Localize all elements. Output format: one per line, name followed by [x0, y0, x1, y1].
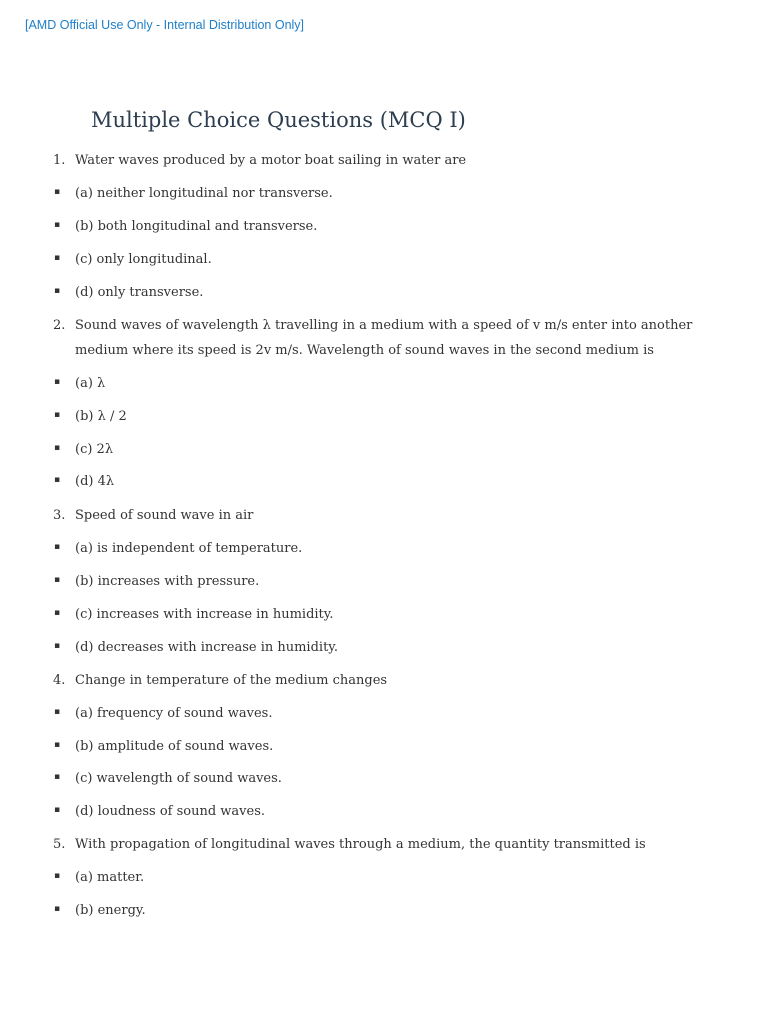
bullet-icon: ▪	[54, 443, 61, 453]
bullet-icon: ▪	[54, 740, 61, 750]
option-item: (a) is independent of temperature.	[75, 541, 303, 556]
option-item: (a) neither longitudinal nor transverse.	[75, 186, 333, 201]
option-item: (b) λ / 2	[75, 409, 127, 424]
option-item: (d) only transverse.	[75, 285, 204, 300]
bullet-icon: ▪	[54, 641, 61, 651]
option-item: (c) only longitudinal.	[75, 252, 212, 267]
option-item: (a) matter.	[75, 870, 145, 885]
option-item: (b) amplitude of sound waves.	[75, 739, 274, 754]
bullet-icon: ▪	[54, 871, 61, 881]
option-item: (b) both longitudinal and transverse.	[75, 219, 318, 234]
question-number: 4.	[53, 673, 66, 688]
option-item: (c) increases with increase in humidity.	[75, 607, 334, 622]
bullet-icon: ▪	[54, 542, 61, 552]
option-item: (a) λ	[75, 376, 106, 391]
bullet-icon: ▪	[54, 608, 61, 618]
option-item: (c) wavelength of sound waves.	[75, 771, 282, 786]
bullet-icon: ▪	[54, 904, 61, 914]
bullet-icon: ▪	[54, 772, 61, 782]
option-item: (d) decreases with increase in humidity.	[75, 640, 339, 655]
classification-label: [AMD Official Use Only - Internal Distribution Only]	[25, 18, 305, 32]
option-item: (d) 4λ	[75, 474, 115, 489]
question-number: 5.	[53, 837, 66, 852]
bullet-icon: ▪	[54, 220, 61, 230]
option-item: (a) frequency of sound waves.	[75, 706, 273, 721]
bullet-icon: ▪	[54, 377, 61, 387]
question-text: Sound waves of wavelength λ travelling in a medium with a speed of v m/s enter into another	[75, 318, 693, 333]
bullet-icon: ▪	[54, 475, 61, 485]
bullet-icon: ▪	[54, 187, 61, 197]
question-text: Change in temperature of the medium changes	[75, 673, 388, 688]
option-item: (b) energy.	[75, 903, 146, 918]
option-item: (d) loudness of sound waves.	[75, 804, 266, 819]
bullet-icon: ▪	[54, 575, 61, 585]
bullet-icon: ▪	[54, 707, 61, 717]
bullet-icon: ▪	[54, 805, 61, 815]
question-number: 2.	[53, 318, 66, 333]
question-number: 3.	[53, 508, 66, 523]
page-title: Multiple Choice Questions (MCQ I)	[91, 108, 466, 132]
option-item: (c) 2λ	[75, 442, 114, 457]
option-item: (b) increases with pressure.	[75, 574, 260, 589]
bullet-icon: ▪	[54, 253, 61, 263]
bullet-icon: ▪	[54, 286, 61, 296]
question-text: Water waves produced by a motor boat sailing in water are	[75, 153, 467, 168]
question-text-continued: medium where its speed is 2v m/s. Wavelength of sound waves in the second medium is	[75, 343, 654, 358]
question-number: 1.	[53, 153, 66, 168]
question-text: With propagation of longitudinal waves through a medium, the quantity transmitted is	[75, 837, 646, 852]
question-text: Speed of sound wave in air	[75, 508, 254, 523]
bullet-icon: ▪	[54, 410, 61, 420]
